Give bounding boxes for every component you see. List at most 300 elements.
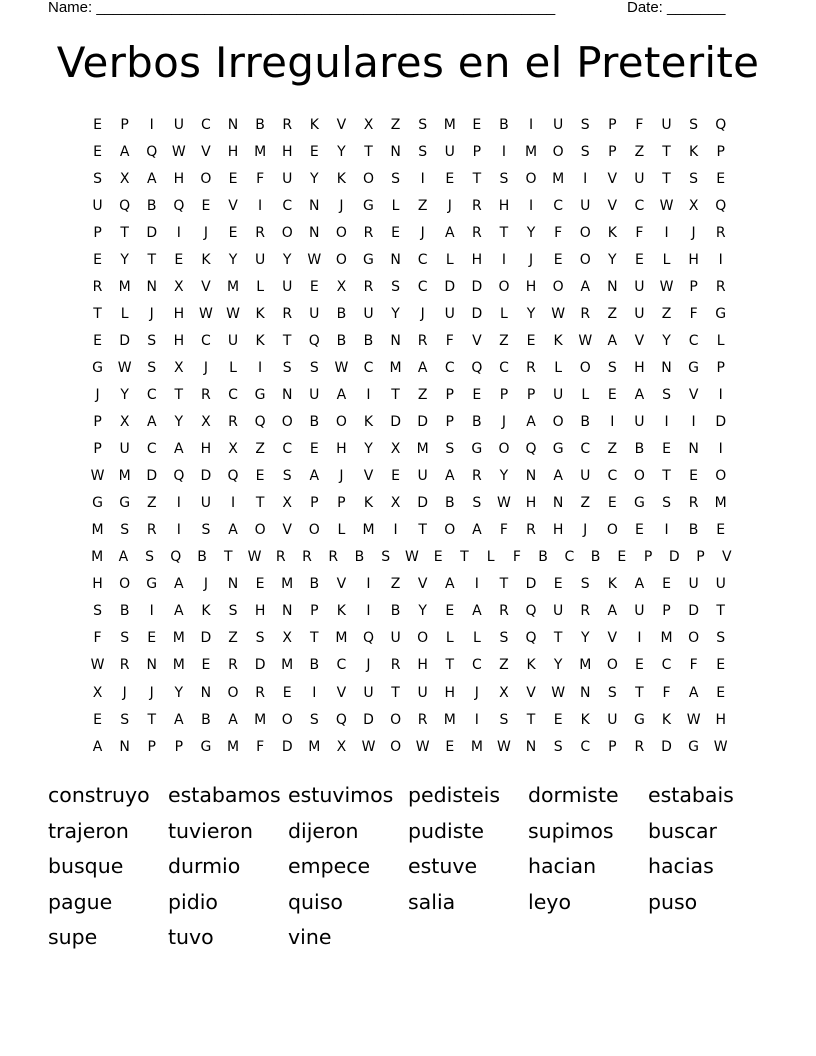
grid-letter: P: [526, 386, 536, 403]
grid-letter: O: [390, 738, 402, 755]
grid-letter: S: [255, 630, 265, 647]
grid-letter: I: [366, 386, 371, 403]
grid-letter: A: [444, 576, 455, 593]
grid-letter: E: [607, 386, 617, 403]
grid-letter: T: [310, 630, 319, 647]
grid-letter: R: [634, 738, 645, 755]
grid-letter: A: [526, 414, 536, 431]
grid-letter: Y: [228, 251, 238, 268]
grid-letter: W: [497, 738, 511, 755]
grid-letter: V: [634, 332, 645, 349]
grid-letter: E: [553, 711, 563, 728]
grid-letter: E: [228, 170, 238, 187]
grid-letter: D: [668, 549, 680, 566]
grid-letter: F: [635, 224, 644, 241]
grid-letter: B: [197, 549, 207, 566]
grid-letter: Z: [607, 305, 618, 322]
grid-letter: J: [339, 468, 344, 485]
grid-letter: U: [634, 278, 645, 295]
grid-letter: P: [445, 414, 454, 431]
grid-letter: S: [689, 116, 699, 133]
grid-letter: S: [662, 386, 671, 403]
grid-letter: L: [554, 359, 563, 376]
grid-letter: Q: [525, 441, 537, 458]
grid-letter: J: [203, 359, 208, 376]
grid-letter: F: [445, 332, 454, 349]
grid-letter: E: [309, 143, 319, 160]
grid-row: [84, 192, 740, 219]
name-field[interactable]: Name: _______________________________________________________: [48, 0, 556, 16]
grid-letter: U: [119, 441, 130, 458]
grid-letter: T: [499, 576, 509, 593]
grid-letter: S: [580, 116, 590, 133]
grid-letter: I: [610, 414, 615, 431]
grid-letter: T: [526, 711, 536, 728]
grid-row: [84, 246, 740, 273]
grid-letter: W: [415, 738, 430, 755]
grid-letter: Z: [390, 116, 401, 133]
grid-letter: E: [607, 495, 617, 512]
grid-letter: P: [689, 278, 698, 295]
grid-letter: D: [119, 332, 131, 349]
grid-letter: U: [553, 116, 564, 133]
grid-letter: M: [172, 657, 185, 674]
grid-letter: M: [118, 278, 131, 295]
grid-letter: Z: [661, 305, 672, 322]
grid-letter: J: [501, 414, 507, 431]
grid-letter: G: [688, 738, 700, 755]
grid-letter: W: [659, 278, 674, 295]
grid-letter: J: [339, 197, 344, 214]
grid-letter: N: [146, 657, 157, 674]
grid-letter: C: [336, 657, 347, 674]
grid-letter: D: [471, 278, 483, 295]
grid-letter: Y: [391, 305, 400, 322]
grid-letter: R: [228, 657, 238, 674]
grid-row: [84, 219, 740, 246]
grid-letter: M: [308, 738, 321, 755]
grid-letter: A: [336, 386, 347, 403]
grid-letter: M: [416, 441, 429, 458]
grid-letter: U: [363, 684, 374, 701]
grid-letter: G: [92, 495, 103, 512]
grid-letter: U: [282, 170, 293, 187]
word-list-item: puso: [648, 889, 698, 914]
grid-letter: X: [282, 630, 292, 647]
grid-letter: P: [696, 549, 705, 566]
grid-letter: I: [718, 251, 723, 268]
grid-row: [84, 706, 740, 733]
grid-letter: S: [120, 711, 130, 728]
grid-letter: V: [282, 522, 292, 539]
grid-letter: Z: [255, 441, 265, 458]
grid-letter: X: [174, 359, 184, 376]
grid-letter: U: [309, 305, 320, 322]
grid-letter: M: [525, 143, 538, 160]
grid-letter: R: [715, 278, 726, 295]
grid-letter: O: [281, 224, 293, 241]
grid-letter: B: [538, 549, 548, 566]
grid-letter: I: [583, 170, 588, 187]
grid-letter: M: [443, 116, 456, 133]
grid-letter: E: [445, 603, 455, 620]
grid-letter: C: [201, 116, 211, 133]
grid-letter: D: [146, 468, 158, 485]
grid-letter: Y: [120, 386, 129, 403]
grid-letter: C: [499, 359, 509, 376]
grid-letter: U: [173, 116, 184, 133]
grid-letter: A: [472, 603, 482, 620]
grid-letter: O: [227, 684, 239, 701]
grid-letter: L: [256, 278, 265, 295]
grid-letter: R: [275, 549, 286, 566]
word-list-item: durmio: [168, 854, 241, 878]
grid-letter: X: [174, 278, 184, 295]
word-list-item: quiso: [288, 889, 343, 914]
grid-letter: I: [528, 116, 534, 133]
grid-letter: W: [307, 251, 322, 268]
grid-letter: O: [200, 170, 212, 187]
grid-letter: Q: [170, 549, 182, 566]
grid-letter: B: [255, 116, 265, 133]
grid-letter: M: [226, 738, 240, 755]
grid-letter: V: [688, 386, 699, 403]
grid-letter: G: [200, 738, 212, 755]
grid-letter: J: [203, 576, 208, 593]
grid-letter: Z: [228, 630, 238, 647]
grid-letter: U: [363, 305, 374, 322]
grid-letter: N: [661, 359, 672, 376]
grid-letter: K: [201, 603, 211, 620]
grid-letter: I: [718, 441, 723, 458]
grid-letter: F: [635, 116, 644, 133]
grid-letter: B: [309, 576, 320, 593]
grid-row: [84, 679, 740, 706]
grid-letter: K: [255, 305, 265, 322]
grid-letter: Z: [417, 386, 428, 403]
grid-letter: B: [363, 332, 374, 349]
grid-letter: T: [445, 657, 455, 674]
grid-letter: N: [227, 116, 239, 133]
grid-letter: U: [417, 468, 428, 485]
grid-row: [84, 138, 740, 165]
grid-letter: H: [173, 305, 185, 322]
grid-letter: E: [445, 170, 455, 187]
grid-letter: A: [634, 576, 645, 593]
grid-letter: U: [661, 116, 672, 133]
grid-letter: D: [525, 576, 537, 593]
grid-letter: O: [498, 441, 510, 458]
grid-letter: I: [258, 359, 263, 376]
grid-letter: A: [174, 711, 184, 728]
grid-letter: V: [363, 468, 374, 485]
grid-letter: P: [472, 143, 482, 160]
grid-letter: E: [716, 657, 726, 674]
grid-letter: Y: [553, 657, 563, 674]
grid-letter: A: [553, 468, 563, 485]
grid-letter: S: [120, 522, 130, 539]
grid-letter: Q: [308, 332, 320, 349]
grid-letter: X: [499, 684, 509, 701]
grid-letter: X: [336, 278, 347, 295]
grid-letter: P: [120, 116, 129, 133]
grid-letter: E: [716, 684, 726, 701]
grid-letter: C: [444, 359, 455, 376]
word-list-item: pedisteis: [408, 783, 501, 807]
grid-letter: D: [200, 630, 212, 647]
grid-letter: C: [564, 549, 575, 566]
grid-letter: T: [224, 549, 233, 566]
grid-letter: G: [715, 305, 727, 322]
grid-letter: D: [417, 495, 429, 512]
grid-letter: N: [281, 603, 293, 620]
grid-letter: Q: [146, 143, 158, 160]
grid-letter: T: [635, 684, 644, 701]
grid-letter: Z: [580, 495, 591, 512]
grid-letter: M: [118, 468, 131, 485]
grid-letter: I: [528, 197, 534, 214]
grid-letter: M: [91, 522, 104, 539]
grid-letter: P: [643, 549, 653, 566]
grid-letter: L: [662, 251, 671, 268]
grid-letter: O: [281, 414, 293, 431]
grid-letter: N: [390, 332, 401, 349]
grid-letter: R: [282, 116, 293, 133]
grid-letter: S: [716, 630, 726, 647]
grid-letter: H: [200, 441, 212, 458]
word-list-item: supe: [48, 925, 98, 949]
grid-letter: I: [474, 711, 479, 728]
grid-letter: N: [552, 495, 564, 512]
grid-letter: N: [119, 738, 130, 755]
grid-letter: I: [176, 224, 181, 241]
grid-letter: X: [92, 684, 103, 701]
grid-letter: B: [336, 332, 347, 349]
grid-letter: R: [282, 305, 293, 322]
grid-letter: S: [607, 359, 617, 376]
grid-letter: E: [93, 332, 102, 349]
grid-letter: O: [606, 522, 618, 539]
grid-letter: A: [92, 738, 103, 755]
grid-letter: I: [501, 251, 507, 268]
grid-letter: D: [417, 414, 429, 431]
grid-letter: W: [226, 305, 240, 322]
grid-letter: J: [447, 197, 452, 214]
grid-letter: R: [201, 386, 211, 403]
grid-letter: R: [417, 711, 428, 728]
grid-letter: L: [337, 522, 346, 539]
grid-letter: I: [691, 414, 696, 431]
grid-letter: I: [312, 684, 317, 701]
grid-letter: T: [93, 305, 102, 322]
grid-letter: M: [552, 170, 565, 187]
grid-letter: H: [634, 359, 645, 376]
grid-row: [84, 652, 740, 679]
grid-letter: A: [309, 468, 320, 485]
grid-letter: P: [147, 738, 156, 755]
grid-letter: Q: [173, 197, 185, 214]
grid-letter: O: [254, 522, 266, 539]
grid-letter: L: [229, 359, 237, 376]
grid-letter: V: [336, 576, 347, 593]
grid-letter: C: [417, 251, 428, 268]
grid-letter: P: [337, 495, 346, 512]
grid-row: [84, 598, 740, 625]
grid-letter: C: [688, 332, 699, 349]
grid-row: [84, 381, 740, 408]
grid-letter: Y: [337, 143, 346, 160]
grid-letter: G: [633, 495, 645, 512]
grid-letter: O: [335, 224, 347, 241]
grid-letter: U: [715, 576, 726, 593]
grid-letter: C: [553, 197, 564, 214]
grid-letter: J: [528, 251, 534, 268]
grid-letter: S: [418, 143, 428, 160]
grid-letter: U: [254, 251, 266, 268]
grid-letter: A: [174, 603, 184, 620]
grid-letter: Y: [174, 414, 184, 431]
grid-letter: C: [417, 278, 428, 295]
grid-letter: E: [472, 116, 482, 133]
grid-letter: Q: [119, 197, 131, 214]
grid-letter: X: [119, 170, 130, 187]
grid-letter: M: [91, 549, 104, 566]
word-list-item: vine: [288, 925, 332, 949]
grid-letter: R: [228, 414, 238, 431]
grid-letter: W: [551, 684, 566, 701]
grid-letter: E: [93, 711, 102, 728]
grid-letter: R: [302, 549, 312, 566]
grid-letter: R: [471, 224, 482, 241]
grid-row: [84, 733, 740, 760]
word-list-item: hacian: [528, 854, 597, 878]
grid-letter: N: [525, 738, 537, 755]
grid-letter: W: [686, 711, 701, 728]
grid-letter: E: [174, 251, 184, 268]
grid-letter: R: [471, 468, 482, 485]
grid-letter: C: [580, 738, 591, 755]
grid-letter: E: [309, 278, 319, 295]
grid-letter: O: [552, 278, 564, 295]
grid-letter: P: [174, 738, 184, 755]
grid-letter: Y: [662, 332, 671, 349]
grid-letter: D: [254, 657, 266, 674]
grid-letter: U: [553, 603, 564, 620]
grid-letter: V: [336, 116, 347, 133]
grid-letter: E: [634, 522, 644, 539]
grid-letter: U: [444, 305, 455, 322]
grid-letter: K: [363, 495, 374, 512]
grid-letter: M: [335, 630, 348, 647]
grid-letter: I: [230, 495, 236, 512]
grid-letter: J: [420, 224, 425, 241]
grid-letter: S: [309, 359, 319, 376]
grid-letter: J: [149, 305, 154, 322]
word-list-item: tuvieron: [168, 818, 253, 843]
grid-letter: K: [309, 116, 319, 133]
grid-letter: N: [390, 251, 401, 268]
word-list-item: pudiste: [408, 818, 485, 843]
grid-letter: P: [93, 441, 102, 458]
grid-letter: M: [254, 143, 267, 160]
grid-row: [84, 436, 740, 463]
grid-letter: N: [309, 224, 320, 241]
grid-letter: T: [716, 603, 725, 620]
grid-letter: M: [281, 657, 294, 674]
grid-letter: W: [659, 197, 674, 214]
grid-letter: U: [634, 305, 645, 322]
grid-letter: T: [499, 224, 509, 241]
grid-letter: S: [499, 711, 509, 728]
grid-letter: Z: [146, 495, 157, 512]
grid-letter: E: [391, 224, 400, 241]
grid-letter: E: [93, 143, 102, 160]
grid-letter: W: [90, 657, 105, 674]
grid-letter: T: [120, 224, 129, 241]
grid-letter: R: [471, 197, 482, 214]
grid-letter: A: [174, 576, 184, 593]
grid-letter: S: [282, 359, 292, 376]
grid-letter: T: [147, 251, 157, 268]
date-field[interactable]: Date: _______: [627, 0, 726, 16]
grid-letter: Y: [282, 251, 292, 268]
grid-letter: E: [391, 468, 400, 485]
grid-letter: C: [282, 197, 293, 214]
grid-letter: T: [662, 468, 671, 485]
grid-letter: K: [661, 711, 672, 728]
grid-letter: T: [391, 684, 400, 701]
grid-letter: A: [444, 468, 455, 485]
grid-letter: O: [390, 711, 402, 728]
grid-row: [84, 517, 740, 544]
grid-letter: H: [336, 441, 347, 458]
grid-row: [84, 544, 740, 571]
grid-letter: R: [580, 305, 591, 322]
grid-letter: Y: [120, 251, 129, 268]
grid-letter: M: [443, 711, 456, 728]
grid-letter: I: [393, 522, 398, 539]
grid-letter: J: [420, 305, 425, 322]
grid-letter: G: [92, 359, 103, 376]
grid-letter: G: [633, 711, 645, 728]
grid-letter: H: [254, 603, 266, 620]
grid-letter: W: [199, 305, 213, 322]
grid-letter: H: [92, 576, 103, 593]
grid-letter: L: [581, 386, 590, 403]
grid-letter: H: [173, 170, 185, 187]
grid-letter: V: [607, 197, 618, 214]
grid-letter: S: [607, 684, 617, 701]
grid-letter: E: [201, 657, 211, 674]
grid-letter: K: [363, 414, 374, 431]
grid-letter: P: [499, 386, 509, 403]
grid-letter: C: [146, 441, 157, 458]
grid-letter: R: [119, 657, 130, 674]
grid-letter: W: [361, 738, 376, 755]
grid-letter: P: [716, 359, 725, 376]
grid-letter: D: [715, 414, 727, 431]
grid-letter: E: [433, 549, 443, 566]
grid-letter: V: [201, 143, 211, 160]
grid-letter: B: [119, 603, 130, 620]
grid-letter: V: [526, 684, 536, 701]
grid-letter: P: [445, 386, 454, 403]
grid-letter: S: [120, 630, 130, 647]
grid-row: [84, 111, 740, 138]
grid-letter: V: [721, 549, 732, 566]
grid-letter: E: [617, 549, 627, 566]
grid-letter: B: [444, 495, 455, 512]
